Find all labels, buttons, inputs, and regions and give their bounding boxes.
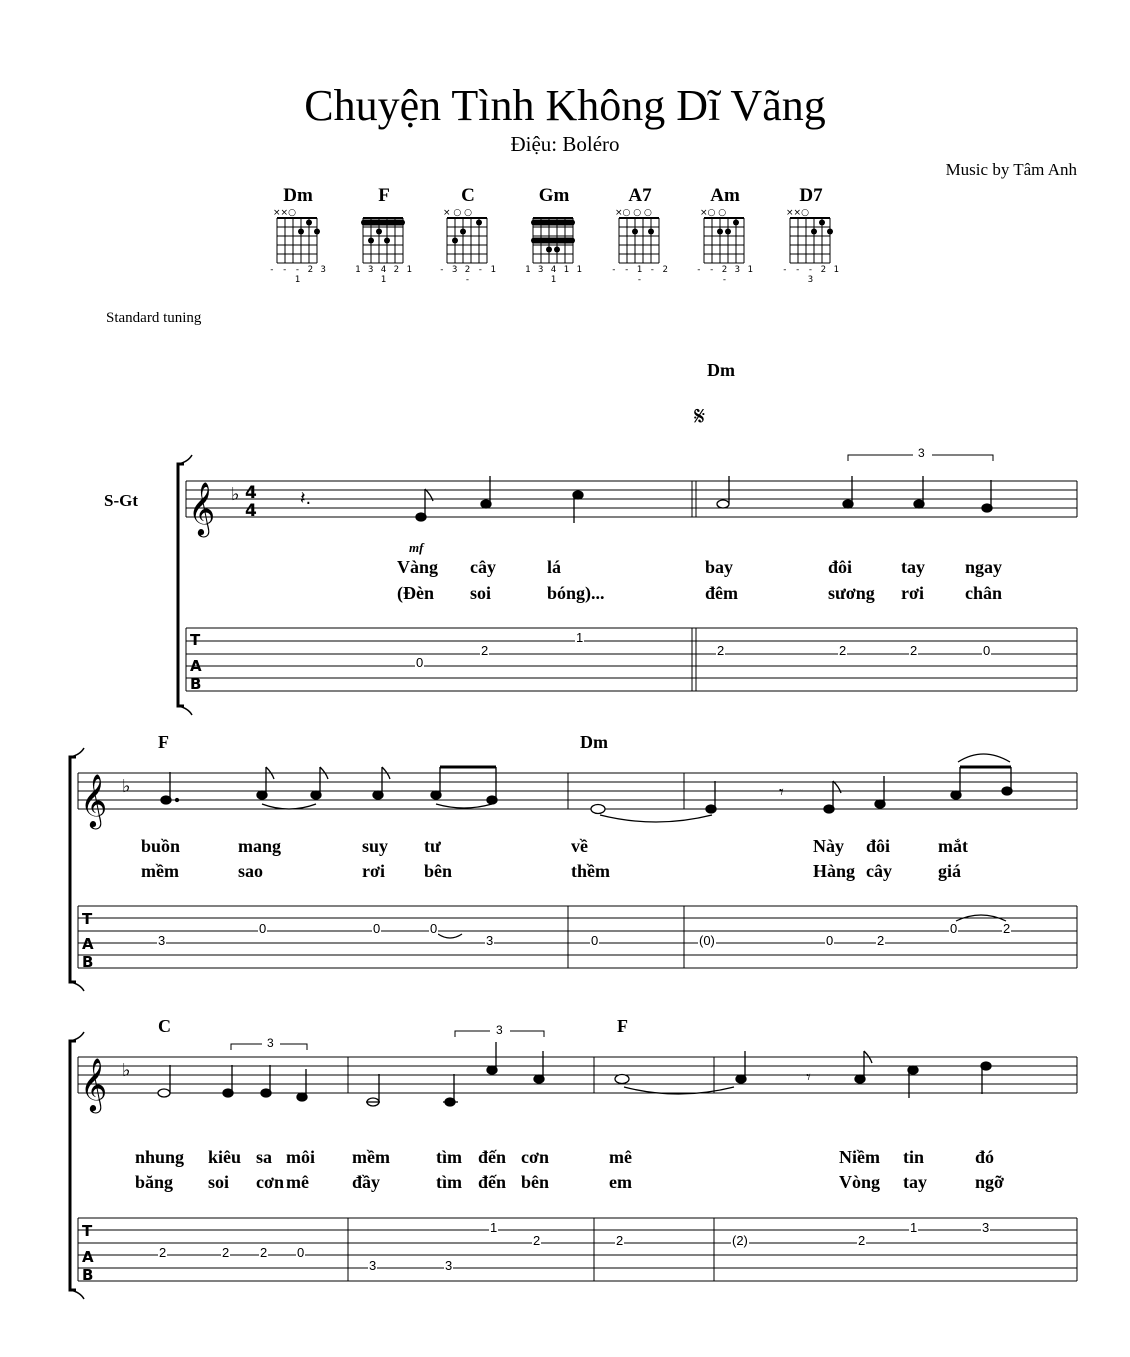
tab-fret-number: (2) xyxy=(732,1233,748,1248)
lyric-syllable: nhung xyxy=(135,1147,185,1167)
chord-diagram-name: A7 xyxy=(628,185,652,206)
song-subtitle: Điệu: Boléro xyxy=(510,132,620,156)
chord-diagram-name: C xyxy=(461,185,475,206)
chord-diagram-name: D7 xyxy=(799,185,823,206)
lyric-syllable: mềm xyxy=(141,861,179,881)
tab-clef: T xyxy=(190,631,201,649)
time-signature-bottom: 4 xyxy=(245,501,257,521)
chord-fingering: - - 2 3 1 - xyxy=(696,265,754,285)
tab-fret-number: 2 xyxy=(159,1245,167,1260)
system-bracket xyxy=(70,1041,76,1290)
key-signature-flat: ♭ xyxy=(231,484,240,505)
lyric-syllable: bên xyxy=(424,861,453,881)
tab-fret-number: 2 xyxy=(717,643,725,658)
lyric-syllable: giá xyxy=(938,861,962,881)
lyric-syllable: đến xyxy=(478,1172,507,1192)
lyric-syllable: thềm xyxy=(571,861,610,881)
key-signature-flat: ♭ xyxy=(122,776,131,797)
tab-clef: T xyxy=(82,910,93,928)
lyric-syllable: tư xyxy=(424,836,441,856)
tab-fret-number: 0 xyxy=(373,921,381,936)
lyric-syllable: Niềm xyxy=(839,1147,880,1167)
svg-text:B: B xyxy=(82,953,94,971)
lyric-syllable: mắt xyxy=(938,836,968,856)
tab-fret-number: 2 xyxy=(222,1245,230,1260)
whole-note xyxy=(591,805,605,814)
chord-fingering: 1 3 4 2 1 1 xyxy=(355,265,413,285)
dynamic-marking: mf xyxy=(409,540,424,555)
lyric-syllable: sương xyxy=(828,583,875,603)
chord-diagram-name: Dm xyxy=(283,185,313,206)
tie xyxy=(262,804,316,809)
lyric-syllable: đến xyxy=(478,1147,507,1167)
treble-clef: 𝄞 xyxy=(188,481,216,535)
lyric-syllable: bóng)... xyxy=(547,583,605,603)
chord-fingering: - - - 2 3 1 xyxy=(269,265,327,285)
lyric-syllable: mê xyxy=(609,1147,632,1167)
quarter-rest: 𝄽. xyxy=(300,488,312,509)
tuplet-number: 3 xyxy=(496,1023,503,1037)
half-note xyxy=(717,500,729,508)
time-signature-top: 4 xyxy=(245,483,257,503)
lyric-syllable: Hàng xyxy=(813,861,856,881)
chord-diagram-name: Gm xyxy=(538,185,570,206)
chord-label: Dm xyxy=(707,360,735,380)
tab-fret-number: 2 xyxy=(481,643,489,658)
lyric-syllable: chân xyxy=(965,583,1003,603)
svg-text:×○ ○: ×○ ○ xyxy=(700,208,727,218)
tab-fret-number: (0) xyxy=(699,933,715,948)
lyric-syllable: mê xyxy=(286,1172,309,1192)
chord-label: Dm xyxy=(580,732,608,752)
treble-clef: 𝄞 xyxy=(80,1057,108,1111)
staff-lines xyxy=(186,481,1077,517)
svg-text:× ○ ○: × ○ ○ xyxy=(443,208,472,218)
svg-text:B: B xyxy=(190,675,202,693)
system-bracket xyxy=(70,757,76,982)
tab-fret-number: 2 xyxy=(260,1245,268,1260)
svg-text:××○: ××○ xyxy=(273,208,296,218)
tab-fret-number: 0 xyxy=(297,1245,305,1260)
composer-credit: Music by Tâm Anh xyxy=(945,160,1077,179)
key-signature-flat: ♭ xyxy=(122,1060,131,1081)
lyric-syllable: băng xyxy=(135,1172,174,1192)
tab-fret-number: 0 xyxy=(826,933,834,948)
segno-sign: 𝄋 xyxy=(694,402,706,432)
lyric-syllable: cơn xyxy=(256,1172,284,1192)
tab-fret-number: 2 xyxy=(858,1233,866,1248)
lyric-syllable: về xyxy=(571,836,588,856)
lyric-syllable: tay xyxy=(901,557,925,577)
lyric-syllable: Vàng xyxy=(397,557,439,577)
svg-text:𝄾: 𝄾 xyxy=(806,1067,811,1088)
lyric-syllable: tay xyxy=(903,1172,927,1192)
lyric-syllable: rơi xyxy=(362,861,385,881)
lyric-syllable: sa xyxy=(256,1147,273,1167)
svg-text:×○ ○ ○: ×○ ○ ○ xyxy=(615,208,652,218)
lyric-syllable: lá xyxy=(547,557,562,577)
lyric-syllable: đêm xyxy=(705,583,738,603)
tab-fret-number: 2 xyxy=(839,643,847,658)
tab-fret-number: 0 xyxy=(950,921,958,936)
lyric-syllable: soi xyxy=(208,1172,230,1192)
lyric-syllable: môi xyxy=(286,1147,315,1167)
lyric-syllable: đầy xyxy=(352,1172,381,1192)
chord-label: F xyxy=(617,1016,628,1036)
lyric-syllable: mang xyxy=(238,836,282,856)
tab-fret-number: 1 xyxy=(910,1220,918,1235)
whole-note xyxy=(615,1075,629,1084)
lyric-syllable: bay xyxy=(705,557,734,577)
chord-label: F xyxy=(158,732,169,752)
svg-text:A: A xyxy=(82,1248,94,1266)
tab-fret-number: 0 xyxy=(983,643,991,658)
tie xyxy=(436,804,492,808)
chord-diagram-name: Am xyxy=(710,185,740,206)
lyric-syllable: cây xyxy=(470,557,496,577)
lyric-syllable: rơi xyxy=(901,583,924,603)
lyric-syllable: bên xyxy=(521,1172,550,1192)
track-name: S-Gt xyxy=(104,491,138,510)
tuplet-number: 3 xyxy=(918,446,925,460)
lyric-syllable: mềm xyxy=(352,1147,390,1167)
chord-diagram-name: F xyxy=(378,185,390,206)
lyric-syllable: suy xyxy=(362,836,389,856)
svg-text:××○: ××○ xyxy=(786,208,809,218)
lyric-syllable: cây xyxy=(866,861,892,881)
tuplet-number: 3 xyxy=(267,1036,274,1050)
lyric-syllable: tin xyxy=(903,1147,925,1167)
svg-text:B: B xyxy=(82,1266,94,1284)
tab-fret-number: 2 xyxy=(533,1233,541,1248)
tab-fret-number: 0 xyxy=(430,921,438,936)
tie xyxy=(600,815,712,822)
tab-fret-number: 3 xyxy=(158,933,166,948)
tab-clef: T xyxy=(82,1222,93,1240)
chord-fingering: - - - 2 1 3 xyxy=(782,265,840,285)
tab-fret-number: 0 xyxy=(416,655,424,670)
chord-label: C xyxy=(158,1016,171,1036)
lyric-syllable: kiêu xyxy=(208,1147,242,1167)
tab-fret-number: 2 xyxy=(1003,921,1011,936)
tab-fret-number: 0 xyxy=(259,921,267,936)
lyric-syllable: tìm xyxy=(436,1172,462,1192)
lyric-syllable: cơn xyxy=(521,1147,549,1167)
lyric-syllable: đôi xyxy=(866,836,891,856)
slur xyxy=(958,754,1010,762)
chord-fingering: - - 1 - 2 - xyxy=(611,265,669,285)
lyric-syllable: soi xyxy=(470,583,492,603)
tab-fret-number: 3 xyxy=(486,933,494,948)
tab-fret-number: 2 xyxy=(910,643,918,658)
tab-lines xyxy=(186,628,1077,691)
lyric-syllable: tìm xyxy=(436,1147,462,1167)
treble-clef: 𝄞 xyxy=(80,773,108,827)
tab-fret-number: 3 xyxy=(445,1258,453,1273)
lyric-syllable: đôi xyxy=(828,557,853,577)
lyric-syllable: Vòng xyxy=(839,1172,881,1192)
chord-fingering: - 3 2 - 1 - xyxy=(439,265,497,285)
half-note xyxy=(158,1089,170,1097)
song-title: Chuyện Tình Không Dĩ Vãng xyxy=(304,81,826,130)
lyric-syllable: sao xyxy=(238,861,264,881)
lyric-syllable: buồn xyxy=(141,836,181,856)
lyric-syllable: em xyxy=(609,1172,632,1192)
lyric-syllable: đó xyxy=(975,1147,995,1167)
tab-fret-number: 2 xyxy=(877,933,885,948)
system-bracket xyxy=(178,464,184,706)
tuning-label: Standard tuning xyxy=(106,310,202,326)
chord-fingering: 1 3 4 1 1 1 xyxy=(525,265,583,285)
tab-fret-number: 3 xyxy=(369,1258,377,1273)
lyric-syllable: Này xyxy=(813,836,844,856)
svg-text:A: A xyxy=(190,657,202,675)
tab-fret-number: 2 xyxy=(616,1233,624,1248)
lyric-syllable: ngay xyxy=(965,557,1003,577)
tab-fret-number: 1 xyxy=(576,630,584,645)
lyric-syllable: (Đèn xyxy=(397,583,434,603)
tab-fret-number: 3 xyxy=(982,1220,990,1235)
tab-fret-number: 0 xyxy=(591,933,599,948)
lyric-syllable: ngỡ xyxy=(975,1172,1004,1192)
svg-text:𝄾: 𝄾 xyxy=(779,782,784,803)
tab-fret-number: 1 xyxy=(490,1220,498,1235)
svg-text:A: A xyxy=(82,935,94,953)
